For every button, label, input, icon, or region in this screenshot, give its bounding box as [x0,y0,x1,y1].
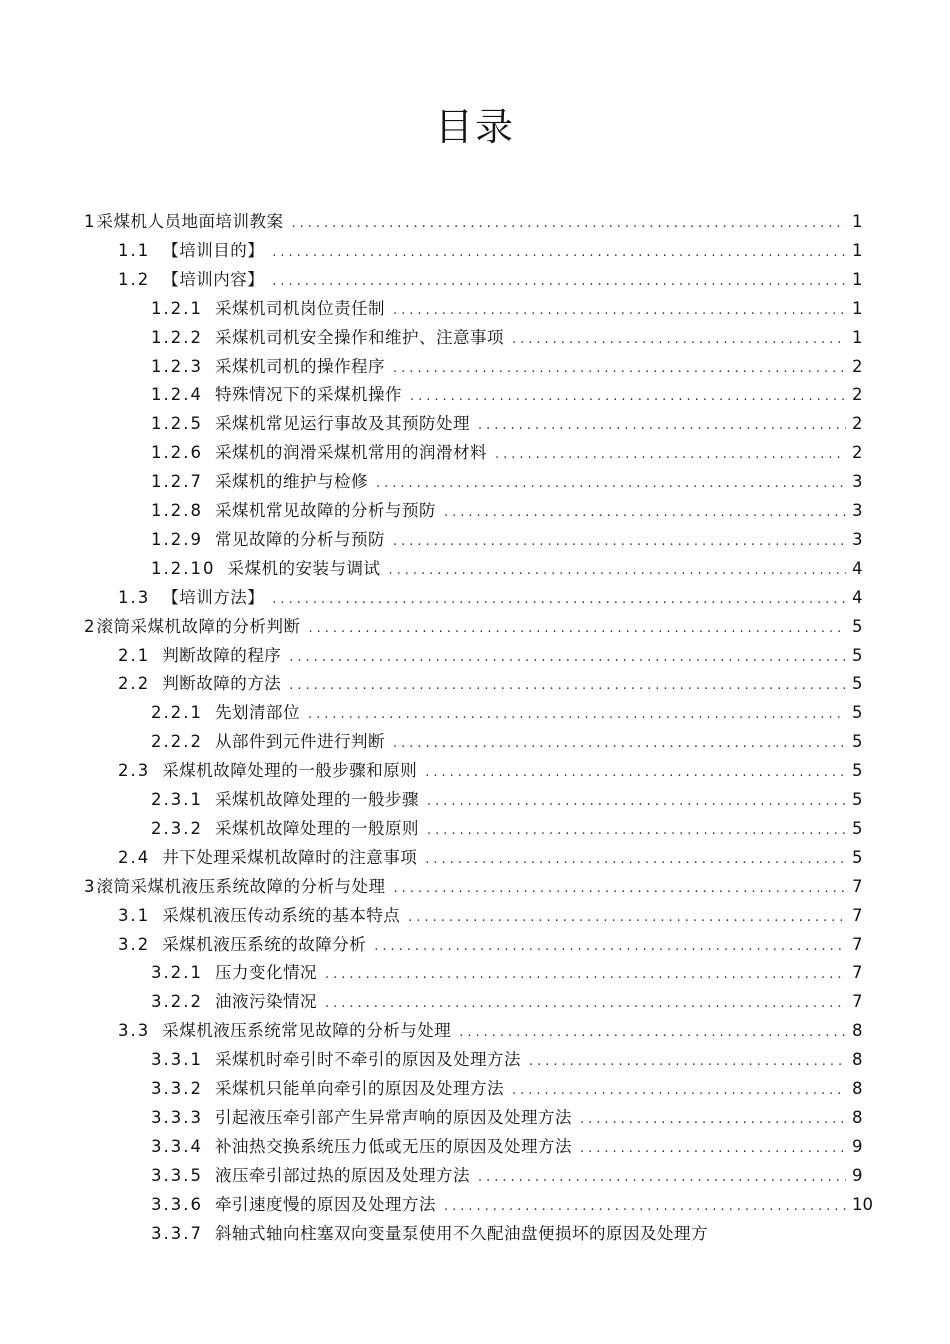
toc-entry[interactable] [84,875,862,899]
toc-dot-leader [289,646,846,670]
toc-dot-leader [478,414,846,438]
toc-dot-leader [444,1195,846,1219]
toc-entry-page: 7 [852,876,863,896]
toc-entry-title: 采煤机常见故障的分析与预防 [214,501,436,520]
toc-entry-page: 8 [852,1107,863,1127]
toc-entry-title: 采煤机司机安全操作和维护、注意事项 [214,327,504,347]
toc-dot-leader [272,270,846,294]
toc-entry-page: 2 [852,385,863,405]
toc-entry-title: 【培训方法】 [162,587,265,607]
toc-dot-leader [529,1050,846,1074]
toc-entry-title: 采煤机只能单向牵引的原因及处理方法 [214,1079,504,1098]
toc-entry-title: 先划清部位 [214,703,300,723]
toc-entry-page: 5 [852,703,863,723]
toc-entry-title: 采煤机司机的操作程序 [214,356,385,376]
toc-entry-title: 斜轴式轴向柱塞双向变量泵使用不久配油盘便损坏的原因及处理方 [214,1223,708,1243]
toc-entry-title: 采煤机的安装与调试 [227,558,381,578]
toc-dot-leader [427,790,846,814]
toc-entry-title: 滚筒采煤机液压系统故障的分析与处理 [96,876,386,896]
toc-entry-number: 3.2.1 [151,963,203,983]
toc-entry-number: 1.3 [118,587,151,607]
toc-entry[interactable] [118,846,862,870]
toc-dot-leader [325,963,846,987]
toc-entry-number: 3.3.6 [151,1194,203,1214]
toc-entry-number: 3.3.1 [151,1050,203,1070]
toc-entry-page: 7 [852,963,863,983]
toc-dot-leader [425,848,846,872]
toc-entry-page: 3 [852,472,863,492]
toc-entry[interactable] [151,557,862,581]
toc-dot-leader [388,559,846,583]
toc-entry-title: 牵引速度慢的原因及处理方法 [214,1194,436,1214]
toc-entry-title: 【培训内容】 [162,269,265,289]
toc-entry-number: 3 [84,876,95,896]
toc-dot-leader [495,443,846,467]
toc-entry-number: 3.3.7 [151,1223,203,1243]
toc-entry-page: 10 [852,1194,873,1214]
toc-entry-title: 井下处理采煤机故障时的注意事项 [162,847,418,867]
toc-entry-number: 2.2.1 [151,703,203,723]
toc-entry-title: 压力变化情况 [214,963,317,983]
toc-entry-title: 采煤机的维护与检修 [214,472,368,492]
toc-entry-title: 判断故障的方法 [162,674,282,694]
toc-entry-title: 油液污染情况 [214,992,317,1012]
toc-entry-title: 采煤机时牵引时不牵引的原因及处理方法 [214,1050,521,1070]
toc-entry-page: 5 [852,674,863,694]
toc-entry[interactable] [151,499,862,523]
toc-entry-page: 1 [852,327,863,347]
toc-entry[interactable] [151,528,862,552]
toc-entry-title: 采煤机液压系统常见故障的分析与处理 [162,1021,452,1041]
toc-dot-leader [394,877,847,901]
toc-entry[interactable] [151,961,862,985]
toc-entry-page: 2 [852,356,863,376]
toc-dot-leader [393,530,846,554]
toc-entry[interactable] [151,1193,873,1217]
toc-entry-page: 3 [852,501,863,520]
toc-entry-number: 3.2 [118,934,151,954]
toc-entry-title: 采煤机液压系统的故障分析 [162,934,367,954]
toc-entry-number: 1.2.7 [151,472,203,492]
toc-entry-number: 1.2.9 [151,529,203,549]
toc-dot-leader [580,1137,846,1161]
toc-entry-page: 4 [852,587,863,607]
toc-entry[interactable] [84,210,862,234]
toc-entry-number: 3.3.3 [151,1107,203,1127]
toc-entry-page: 9 [852,1165,863,1185]
toc-dot-leader [478,1166,846,1190]
toc-entry-number: 2 [84,616,95,636]
toc-dot-leader [272,241,846,265]
toc-entry-title: 常见故障的分析与预防 [214,529,385,549]
toc-entry-number: 2.2.2 [151,732,203,752]
toc-entry[interactable] [151,701,862,725]
toc-entry-number: 1.2.4 [151,385,203,405]
toc-entry-title: 采煤机常见运行事故及其预防处理 [214,414,470,434]
toc-entry-number: 1 [84,212,95,231]
toc-entry-title: 补油热交换系统压力低或无压的原因及处理方法 [214,1136,572,1156]
toc-dot-leader [292,212,847,236]
toc-dot-leader [512,328,846,352]
toc-entry-page: 1 [852,240,863,260]
toc-entry-number: 2.3.2 [151,818,203,838]
toc-entry-title: 【培训目的】 [162,240,265,260]
toc-dot-leader [374,935,846,959]
toc-entry-title: 滚筒采煤机故障的分析判断 [96,616,301,636]
toc-entry-title: 特殊情况下的采煤机操作 [214,385,402,405]
toc-entry-number: 2.2 [118,674,151,694]
toc-entry-title: 引起液压牵引部产生异常声响的原因及处理方法 [214,1107,572,1127]
page-title: 目录 [434,105,515,149]
toc-entry-page: 3 [852,529,863,549]
toc-entry-number: 2.3 [118,761,151,781]
toc-dot-leader [444,501,846,525]
toc-entry-number: 1.1 [118,240,151,260]
toc-entry-page: 2 [852,414,863,434]
toc-entry-number: 1.2.1 [151,298,203,318]
toc-entry[interactable] [118,1019,862,1043]
toc-entry[interactable] [84,615,862,639]
toc-entry[interactable] [151,470,862,494]
toc-entry-number: 2.3.1 [151,790,203,809]
toc-entry-page: 1 [852,212,863,231]
toc-dot-leader [459,1021,846,1045]
toc-dot-leader [325,992,846,1016]
toc-entry-page: 5 [852,645,863,665]
toc-entry-page: 2 [852,443,863,463]
toc-entry-page: 5 [852,847,863,867]
toc-entry[interactable] [151,355,862,379]
toc-entry-number: 2.4 [118,847,151,867]
toc-entry-number: 3.2.2 [151,992,203,1012]
toc-entry-title: 采煤机司机岗位责任制 [214,298,385,318]
toc-dot-leader [425,761,846,785]
toc-entry[interactable] [151,1164,862,1188]
toc-entry-page: 5 [852,616,863,636]
toc-entry-title: 液压牵引部过热的原因及处理方法 [214,1165,470,1185]
toc-entry-number: 1.2.2 [151,327,203,347]
toc-dot-leader [308,703,846,727]
toc-dot-leader [410,385,846,409]
toc-entry-number: 3.3.5 [151,1165,203,1185]
toc-dot-leader [393,732,846,756]
toc-entry-page: 7 [852,934,863,954]
toc-entry-number: 1.2.3 [151,356,203,376]
toc-entry[interactable] [151,441,862,465]
toc-entry[interactable] [118,268,862,292]
toc-entry[interactable] [118,904,862,928]
toc-entry[interactable] [118,759,862,783]
toc-entry[interactable] [118,239,862,263]
toc-entry[interactable] [118,672,862,696]
toc-entry-page: 5 [852,761,863,781]
toc-entry-number: 2.1 [118,645,151,665]
toc-dot-leader [427,819,846,843]
toc-entry[interactable] [151,412,862,436]
toc-entry-page: 9 [852,1136,863,1156]
toc-entry-number: 3.3.4 [151,1136,203,1156]
toc-entry-page: 8 [852,1021,863,1041]
toc-entry[interactable] [151,326,862,350]
toc-entry-title: 采煤机液压传动系统的基本特点 [162,905,401,925]
toc-entry-page: 5 [852,790,863,809]
toc-entry-page: 5 [852,818,863,838]
toc-dot-leader [309,617,847,641]
toc-entry[interactable] [151,383,862,407]
toc-dot-leader [512,1079,846,1103]
toc-entry-number: 3.1 [118,905,151,925]
toc-entry-number: 1.2.6 [151,443,203,463]
toc-entry-title: 采煤机故障处理的一般步骤 [214,790,419,809]
toc-entry[interactable] [151,1106,862,1130]
toc-entry[interactable] [151,297,862,321]
toc-entry-number: 1.2.5 [151,414,203,434]
toc-entry-title: 采煤机故障处理的一般原则 [214,818,419,838]
toc-entry[interactable] [151,1077,862,1101]
toc-entry-title: 判断故障的程序 [162,645,282,665]
toc-dot-leader [376,472,846,496]
toc-entry-page: 7 [852,905,863,925]
toc-dot-leader [393,299,846,323]
toc-entry[interactable] [151,788,862,812]
toc-dot-leader [272,588,846,612]
toc-entry-page: 8 [852,1079,863,1098]
toc-entry[interactable] [151,817,862,841]
toc-entry-page: 1 [852,298,863,318]
toc-entry[interactable] [151,990,862,1014]
toc-entry-title: 采煤机的润滑采煤机常用的润滑材料 [214,443,487,463]
toc-entry-number: 3.3 [118,1021,151,1041]
toc-entry-page: 5 [852,732,863,752]
toc-entry[interactable] [151,1048,862,1072]
toc-entry[interactable] [151,730,862,754]
toc-entry[interactable] [151,1222,862,1246]
toc-entry-page: 4 [852,558,863,578]
toc-entry-title: 采煤机故障处理的一般步骤和原则 [162,761,418,781]
toc-dot-leader [393,357,846,381]
toc-dot-leader [580,1108,846,1132]
toc-entry-title: 采煤机人员地面培训教案 [96,212,284,231]
toc-entry[interactable] [151,1135,862,1159]
toc-entry-number: 1.2.8 [151,501,203,520]
toc-entry-number: 1.2 [118,269,151,289]
toc-entry-page: 7 [852,992,863,1012]
toc-entry[interactable] [118,644,862,668]
toc-dot-leader [289,674,846,698]
toc-entry-number: 3.3.2 [151,1079,203,1098]
toc-entry-page: 8 [852,1050,863,1070]
toc-entry[interactable] [118,933,862,957]
toc-entry-title: 从部件到元件进行判断 [214,732,385,752]
toc-entry-number: 1.2.10 [151,558,216,578]
toc-entry-page: 1 [852,269,863,289]
toc-entry[interactable] [118,586,862,610]
toc-dot-leader [408,906,846,930]
